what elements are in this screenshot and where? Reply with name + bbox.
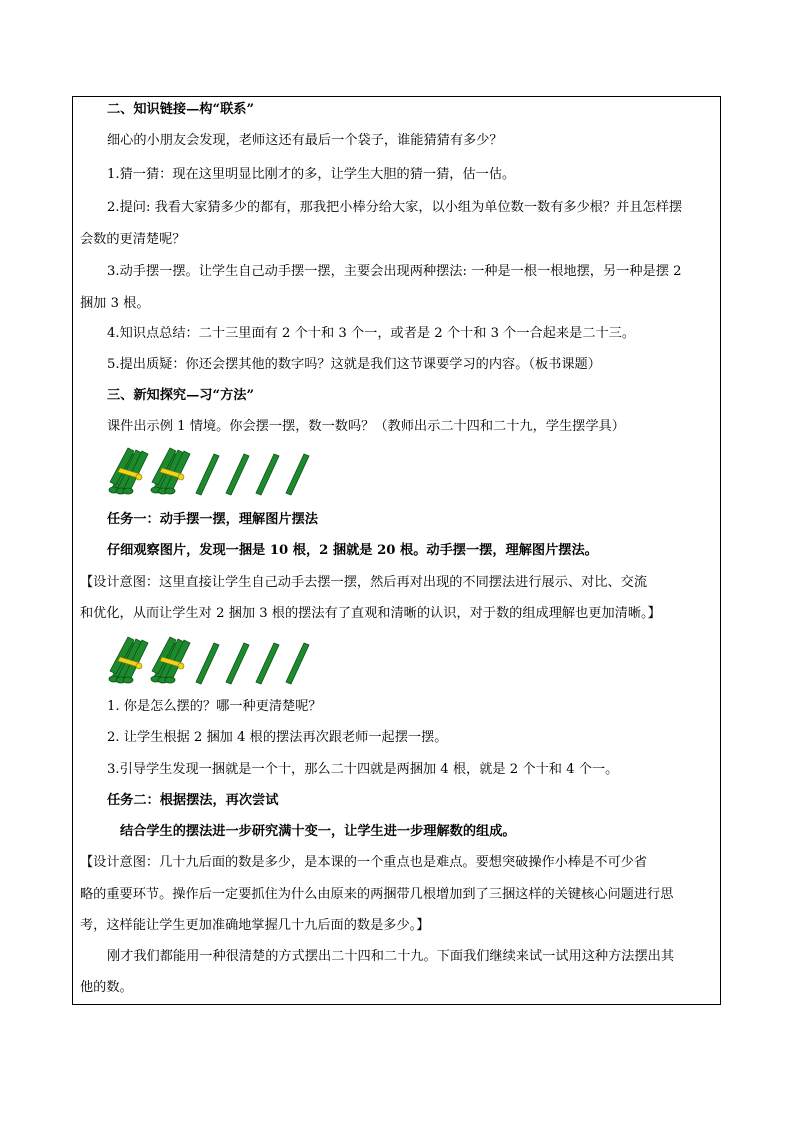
stick-icon: [226, 454, 249, 495]
paragraph: 5.提出质疑：你还会摆其他的数字吗？这就是我们这节课要学习的内容。（板书课题）: [107, 357, 601, 372]
stick-bundle-icon: [109, 637, 148, 683]
paragraph: 2.提问: 我看大家猜多少的都有，那我把小棒分给大家，以小组为单位数一数有多少根？并且怎样摆: [107, 200, 683, 215]
task-heading-1: 任务一：动手摆一摆，理解图片摆法: [107, 512, 318, 527]
design-intent-paragraph: 【设计意图：这里直接让学生自己动手去摆一摆，然后再对出现的不同摆法进行展示、对比、交流: [80, 575, 648, 590]
stick-bundle-icon: [109, 448, 148, 494]
stick-icon: [256, 643, 279, 684]
sticks-figure-2: [108, 635, 318, 685]
design-intent-paragraph: 和优化，从而让学生对 2 捆加 3 根的摆法有了直观和清晰的认识，对于数的组成理解也更加清晰。】: [80, 606, 661, 621]
paragraph: 仔细观察图片，发现一捆是 10 根，2 捆就是 20 根。动手摆一摆，理解图片摆法。: [107, 543, 598, 558]
sticks-illustration-2: [108, 635, 318, 685]
task-heading-2: 任务二：根据摆法，再次尝试: [107, 793, 279, 808]
design-intent-paragraph: 略的重要环节。操作后一定要抓住为什么由原来的两捆带几根增加到了三捆这样的关键核心问题进行思: [80, 887, 674, 902]
paragraph: 3.动手摆一摆。让学生自己动手摆一摆，主要会出现两种摆法: 一种是一根一根地摆，另一种是摆 2: [107, 264, 682, 279]
sticks-illustration-1: [108, 446, 318, 496]
paragraph: 结合学生的摆法进一步研究满十变一，让学生进一步理解数的组成。: [120, 824, 516, 839]
paragraph: 他的数。: [80, 980, 133, 995]
design-intent-paragraph: 考，这样能让学生更加准确地掌握几十九后面的数是多少。】: [80, 918, 430, 933]
paragraph: 捆加 3 根。: [80, 296, 150, 311]
paragraph: 1.猜一猜：现在这里明显比刚才的多，让学生大胆的猜一猜，估一估。: [107, 167, 516, 182]
sticks-figure-1: [108, 446, 318, 496]
stick-icon: [256, 454, 279, 495]
stick-bundle-icon: [151, 448, 190, 494]
stick-icon: [286, 454, 309, 495]
section-heading-explore: 三、新知探究—习“方法”: [107, 388, 255, 403]
section-heading-knowledge: 二、知识链接—构“联系”: [107, 102, 255, 117]
paragraph: 细心的小朋友会发现，老师这还有最后一个袋子，谁能猜猜有多少？: [107, 133, 503, 148]
stick-icon: [196, 454, 219, 495]
design-intent-paragraph: 【设计意图：几十九后面的数是多少，是本课的一个重点也是难点。要想突破操作小棒是不可少省: [80, 855, 648, 870]
paragraph: 会数的更清楚呢？: [80, 232, 186, 247]
stick-icon: [226, 643, 249, 684]
stick-icon: [196, 643, 219, 684]
stick-bundle-icon: [151, 637, 190, 683]
paragraph: 4.知识点总结：二十三里面有 2 个十和 3 个一，或者是 2 个十和 3 个一合起来是二十三。: [107, 326, 636, 341]
list-item: 1. 你是怎么摆的？哪一种更清楚呢？: [107, 699, 322, 714]
stick-icon: [286, 643, 309, 684]
list-item: 3.引导学生发现一捆就是一个十，那么二十四就是两捆加 4 根，就是 2 个十和 4 个一。: [107, 762, 619, 777]
paragraph: 课件出示例 1 情境。你会摆一摆，数一数吗？（教师出示二十四和二十九，学生摆学具）: [107, 419, 625, 434]
list-item: 2. 让学生根据 2 捆加 4 根的摆法再次跟老师一起摆一摆。: [107, 730, 448, 745]
paragraph: 刚才我们都能用一种很清楚的方式摆出二十四和二十九。下面我们继续来试一试用这种方法摆出其: [107, 949, 675, 964]
